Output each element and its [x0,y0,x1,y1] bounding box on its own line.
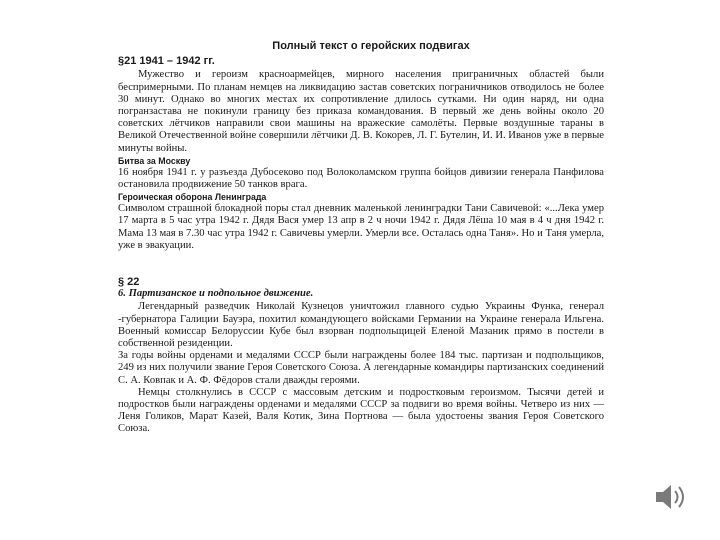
document-title: Полный текст о геройских подвигах [272,40,470,52]
section-21-heading: §21 1941 – 1942 гг. [118,55,215,68]
speaker-icon[interactable] [650,477,690,517]
section-22-heading: § 22 [118,276,140,289]
section-22-subheading: 6. Партизанское и подпольное движение. [118,288,314,300]
paragraph-border-heroism: Мужество и героизм красноармейцев, мирного населения приграничных областей были беспримерными. По планам немцев на ликвидацию застав советских пограничников отводилось не более 30 минут. Однако во многих местах их сопротивление длилось сутками. Ни один наряд, ни одна погранзастава не покинули границу без приказа командования. В первый же день войны около 20 советских лётчиков направили свои машины на вражеские самолёты. Первые воздушные тараны в Великой Отечественной войне совершили лётчики Д. В. Кокорев, Л. Г. Бутелин, И. И. Иванов уже в первые минуты войны. [118,69,604,154]
subheading-leningrad: Героическая оборона Ленинграда [118,192,267,203]
subheading-moscow: Битва за Москву [118,155,191,166]
speaker-icon-graphic [650,477,690,517]
paragraph-young-heroes: Немцы столкнулись в СССР с массовым детским и подростковым героизмом. Тысячи детей и подростков были награждены орденами и медалями СССР за подвиги во время войны. Четверо из них — Леня Голиков, Марат Казей, Валя Котик, Зина Портнова — была удостоены звания Героя Советского Союза. [118,386,604,435]
paragraph-awards: За годы войны орденами и медалями СССР были награждены более 184 тыс. партизан и подпольщиков, 249 из них получили звание Героя Советского Союза. А легендарные командиры партизанских соединений С. А. Ковпак и А. Ф. Фёдоров стали дважды героями. [118,350,604,386]
paragraph-kuznetsov: Легендарный разведчик Николай Кузнецов уничтожил главного судью Украины Функа, генерал -губернатора Галиции Бауэра, похитил командующего войсками Германии на Украине генерала Ильгена. Военный комиссар Белоруссии Кубе был взорван подпольщицей Еленой Мазаник прямо в постели в собственной резиденции. [118,301,604,350]
section-gap [118,252,604,270]
paragraph-tanya-savicheva: Символом страшной блокадной поры стал дневник маленькой ленинградки Тани Савичевой: «...Лека умер 17 марта в 5 час утра 1942 г. Дядя Вася умер 13 апр в 2 ч ночи 1942 г. Дядя Лёша 10 мая в 4 ч дня 1942 г. Мама 13 мая в 7.30 час утра 1942 г. Савичевы умерли. Умерли все. Осталась одна Таня». Но и Таня умерла, уже в эвакуации. [118,203,604,251]
paragraph-panfilov: 16 ноября 1941 г. у разъезда Дубосеково под Волоколамском группа бойцов дивизии генерала Панфилова остановила продвижение 50 танков врага. [118,166,604,191]
document-page [118,40,604,436]
